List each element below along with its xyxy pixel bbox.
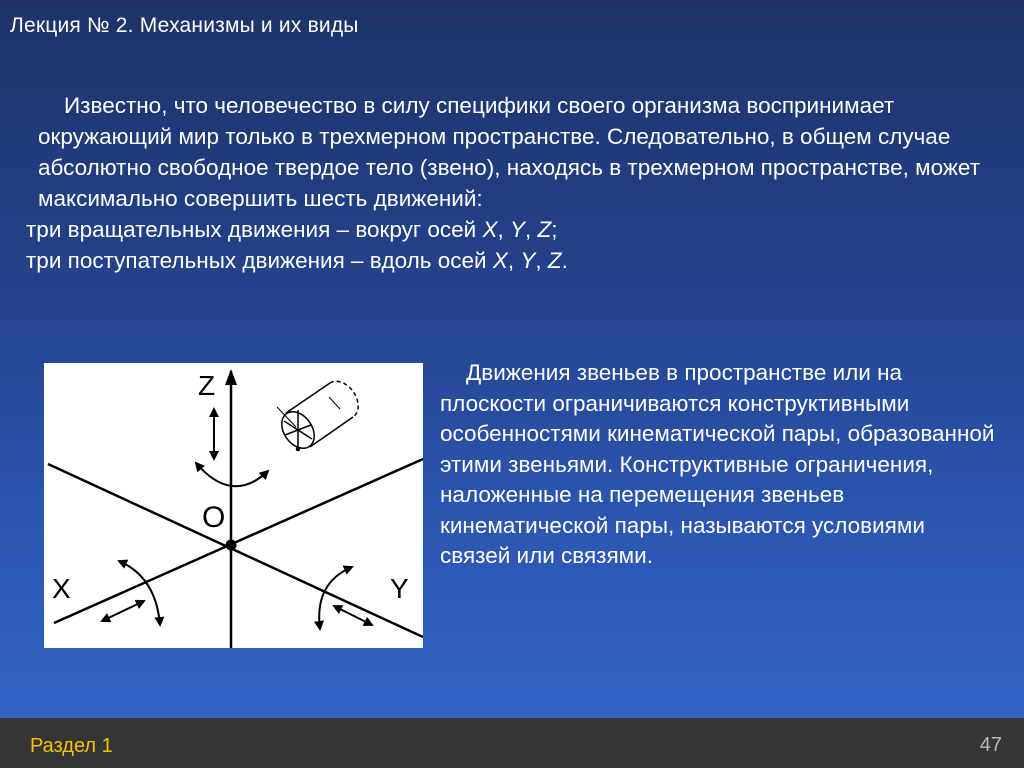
axis-y: Y — [509, 217, 525, 242]
page-number: 47 — [979, 734, 1002, 756]
y-axis — [54, 459, 423, 623]
axis-x: X — [492, 248, 508, 273]
separator: , — [497, 217, 510, 242]
constraints-paragraph: Движения звеньев в пространстве или на плоскости ограничиваются конструктивными особенностями кинематической пары, образованной этими звеньями. Конструктивные ограничения, наложенные на перемещения звеньев кинематической пары, называются условиями связей или связями. — [440, 360, 995, 568]
rotation-end: ; — [551, 217, 558, 242]
origin-point — [226, 540, 237, 551]
label-o: O — [202, 501, 226, 534]
separator: , — [535, 248, 548, 273]
translation-line — [26, 245, 988, 276]
axis-z: Z — [547, 248, 562, 273]
axis-y: Y — [520, 248, 536, 273]
label-y: Y — [390, 573, 409, 604]
constraints-text — [440, 358, 1000, 572]
z-axis-arrowhead — [225, 369, 237, 385]
axes-diagram — [44, 363, 423, 648]
cylinder-icon — [275, 381, 358, 454]
intro-text — [26, 90, 988, 276]
axis-x: X — [482, 217, 498, 242]
axes-diagram-svg — [44, 363, 423, 648]
x-axis — [48, 464, 423, 637]
label-x: X — [52, 573, 71, 604]
label-z: Z — [198, 370, 216, 401]
separator: , — [507, 248, 521, 273]
translation-end: . — [561, 248, 568, 273]
section-label: Раздел 1 — [30, 735, 113, 757]
rotation-prefix: три вращательных движения – вокруг осей — [26, 217, 483, 242]
x-translation-arrow — [102, 601, 144, 621]
translation-prefix: три поступательных движения – вдоль осей — [26, 248, 493, 273]
separator: , — [525, 217, 538, 242]
intro-paragraph: Известно, что человечество в силу специфики своего организма воспринимает окружающий мир только в трехмерном пространстве. Следовательно, в общем случае абсолютно свободное твердое тело (звено), находясь в трехмерном пространстве, может максимально совершить шесть движений: — [38, 93, 981, 211]
axis-z: Z — [537, 217, 552, 242]
x-rotation-arrow — [119, 561, 160, 625]
footer-bar — [0, 718, 1024, 768]
y-translation-arrow — [334, 606, 372, 625]
slide-title: Лекция № 2. Механизмы и их виды — [10, 14, 359, 37]
rotation-line — [26, 214, 988, 245]
